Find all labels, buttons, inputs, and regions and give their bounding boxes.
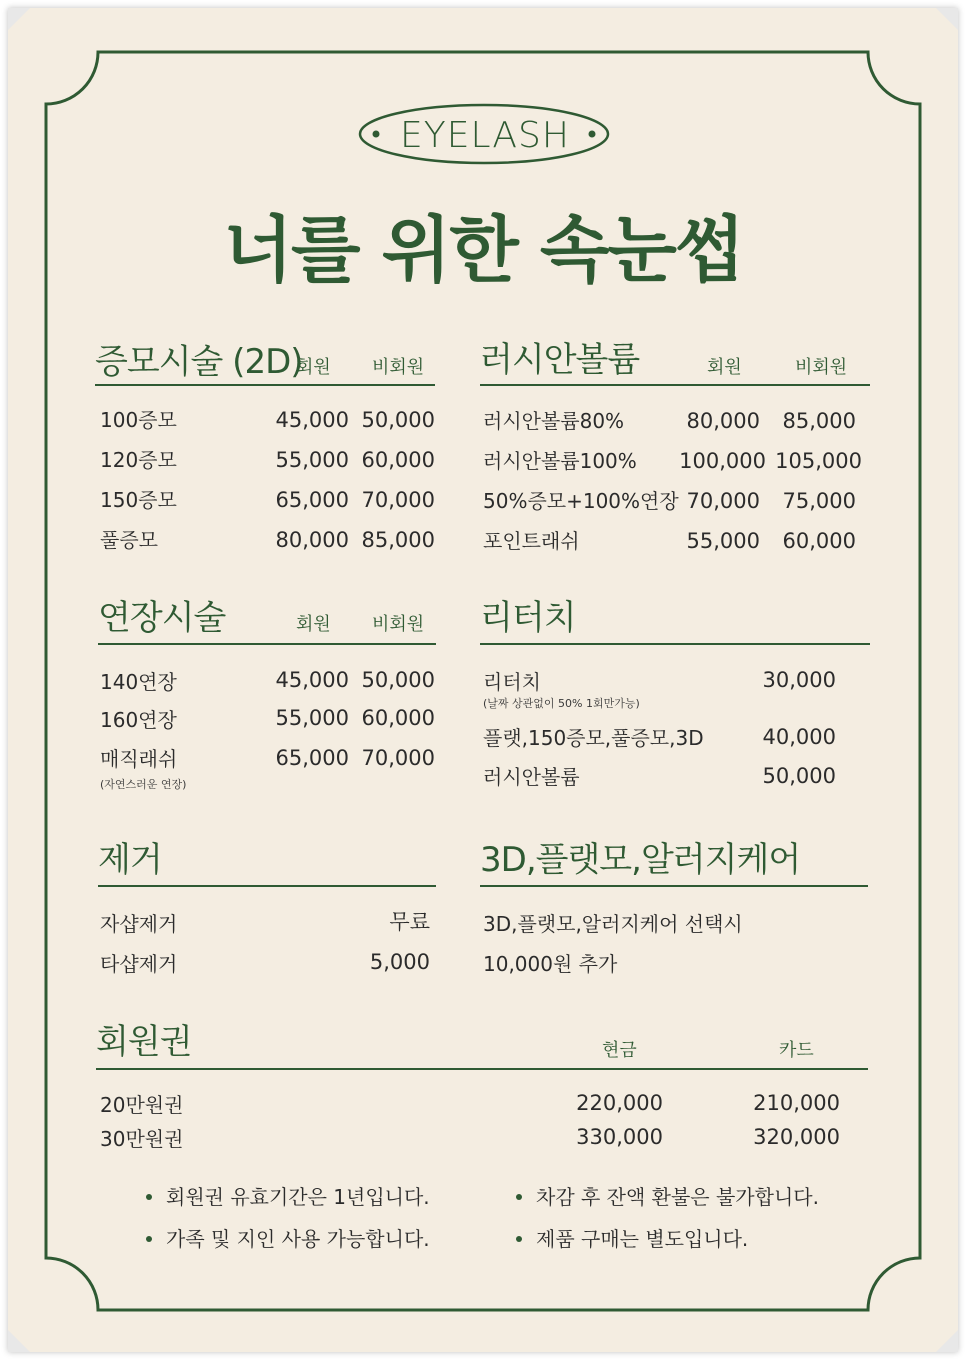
item-name: 120증모 xyxy=(100,448,177,472)
section-title-extension: 연장시술 xyxy=(98,598,226,638)
item-name: 30만원권 xyxy=(100,1127,184,1151)
section-divider xyxy=(480,384,870,386)
price: 5,000 xyxy=(369,950,430,974)
col-nonmember: 비회원 xyxy=(795,357,848,378)
member-price: 45,000 xyxy=(275,408,349,432)
col-nonmember: 비회원 xyxy=(372,614,425,635)
price: 40,000 xyxy=(762,725,836,749)
section-title-increase: 증모시술 (2D) xyxy=(95,342,303,382)
price: 50,000 xyxy=(762,764,836,788)
price: 30,000 xyxy=(762,668,836,692)
options-line-2: 10,000원 추가 xyxy=(483,952,618,976)
card-price: 210,000 xyxy=(753,1091,840,1115)
section-title-options: 3D,플랫모,알러지케어 xyxy=(480,840,801,880)
item-name: 150증모 xyxy=(100,488,177,512)
item-name: 포인트래쉬 xyxy=(483,529,580,553)
item-name: 플랫,150증모,풀증모,3D xyxy=(483,726,704,750)
card-price: 320,000 xyxy=(753,1125,840,1149)
section-divider xyxy=(480,885,868,887)
section-title-membership: 회원권 xyxy=(96,1022,192,1062)
options-line-1: 3D,플랫모,알러지케어 선택시 xyxy=(483,912,743,936)
nonmember-price: 70,000 xyxy=(361,488,435,512)
nonmember-price: 50,000 xyxy=(361,668,435,692)
section-title-removal: 제거 xyxy=(98,840,162,880)
item-name: 100증모 xyxy=(100,408,177,432)
nonmember-price: 85,000 xyxy=(361,528,435,552)
section-title-russian: 러시안볼륨 xyxy=(480,340,640,380)
section-divider xyxy=(98,643,436,645)
col-nonmember: 비회원 xyxy=(372,357,425,378)
brand-logo: EYELASH xyxy=(400,115,570,156)
note-item: 제품 구매는 별도입니다. xyxy=(516,1226,748,1252)
nonmember-price: 105,000 xyxy=(775,449,862,473)
item-name: 20만원권 xyxy=(100,1093,184,1117)
price: 무료 xyxy=(389,910,430,934)
col-member: 회원 xyxy=(707,357,742,378)
member-price: 100,000 xyxy=(679,449,766,473)
bullet-icon xyxy=(146,1236,152,1242)
member-price: 80,000 xyxy=(686,409,760,433)
bullet-icon xyxy=(516,1236,522,1242)
item-name: 리터치 xyxy=(483,670,541,694)
nonmember-price: 75,000 xyxy=(782,489,856,513)
item-name: 160연장 xyxy=(100,708,177,732)
section-divider xyxy=(98,885,436,887)
col-card: 카드 xyxy=(779,1040,814,1061)
member-price: 55,000 xyxy=(275,706,349,730)
item-name: 자샵제거 xyxy=(100,912,178,936)
member-price: 65,000 xyxy=(275,746,349,770)
col-member: 회원 xyxy=(296,357,331,378)
item-name: 풀증모 xyxy=(100,528,158,552)
nonmember-price: 60,000 xyxy=(361,448,435,472)
bullet-icon xyxy=(516,1194,522,1200)
item-name: 매직래쉬 xyxy=(100,747,178,771)
item-note: (날짜 상관없이 50% 1회만가능) xyxy=(483,697,640,710)
nonmember-price: 60,000 xyxy=(361,706,435,730)
member-price: 65,000 xyxy=(275,488,349,512)
nonmember-price: 85,000 xyxy=(782,409,856,433)
member-price: 80,000 xyxy=(275,528,349,552)
item-note: (자연스러운 연장) xyxy=(100,778,187,791)
item-name: 140연장 xyxy=(100,670,177,694)
section-divider xyxy=(95,384,435,386)
section-divider xyxy=(96,1068,868,1070)
member-price: 70,000 xyxy=(686,489,760,513)
bullet-icon xyxy=(146,1194,152,1200)
member-price: 45,000 xyxy=(275,668,349,692)
item-name: 타샵제거 xyxy=(100,952,178,976)
item-name: 러시안볼륨100% xyxy=(483,449,637,473)
page-title: 너를 위한 속눈썹 xyxy=(223,208,743,292)
nonmember-price: 70,000 xyxy=(361,746,435,770)
col-cash: 현금 xyxy=(602,1040,637,1061)
item-name: 러시안볼륨 xyxy=(483,765,580,789)
note-item: 회원권 유효기간은 1년입니다. xyxy=(146,1184,430,1210)
item-name: 50%증모+100%연장 xyxy=(483,489,679,513)
member-price: 55,000 xyxy=(275,448,349,472)
cash-price: 330,000 xyxy=(576,1125,663,1149)
section-divider xyxy=(480,643,870,645)
nonmember-price: 50,000 xyxy=(361,408,435,432)
item-name: 러시안볼륨80% xyxy=(483,409,625,433)
note-item: 가족 및 지인 사용 가능합니다. xyxy=(146,1226,430,1252)
section-title-retouch: 리터치 xyxy=(480,598,576,638)
note-item: 차감 후 잔액 환불은 불가합니다. xyxy=(516,1184,819,1210)
col-member: 회원 xyxy=(296,614,331,635)
nonmember-price: 60,000 xyxy=(782,529,856,553)
cash-price: 220,000 xyxy=(576,1091,663,1115)
member-price: 55,000 xyxy=(686,529,760,553)
